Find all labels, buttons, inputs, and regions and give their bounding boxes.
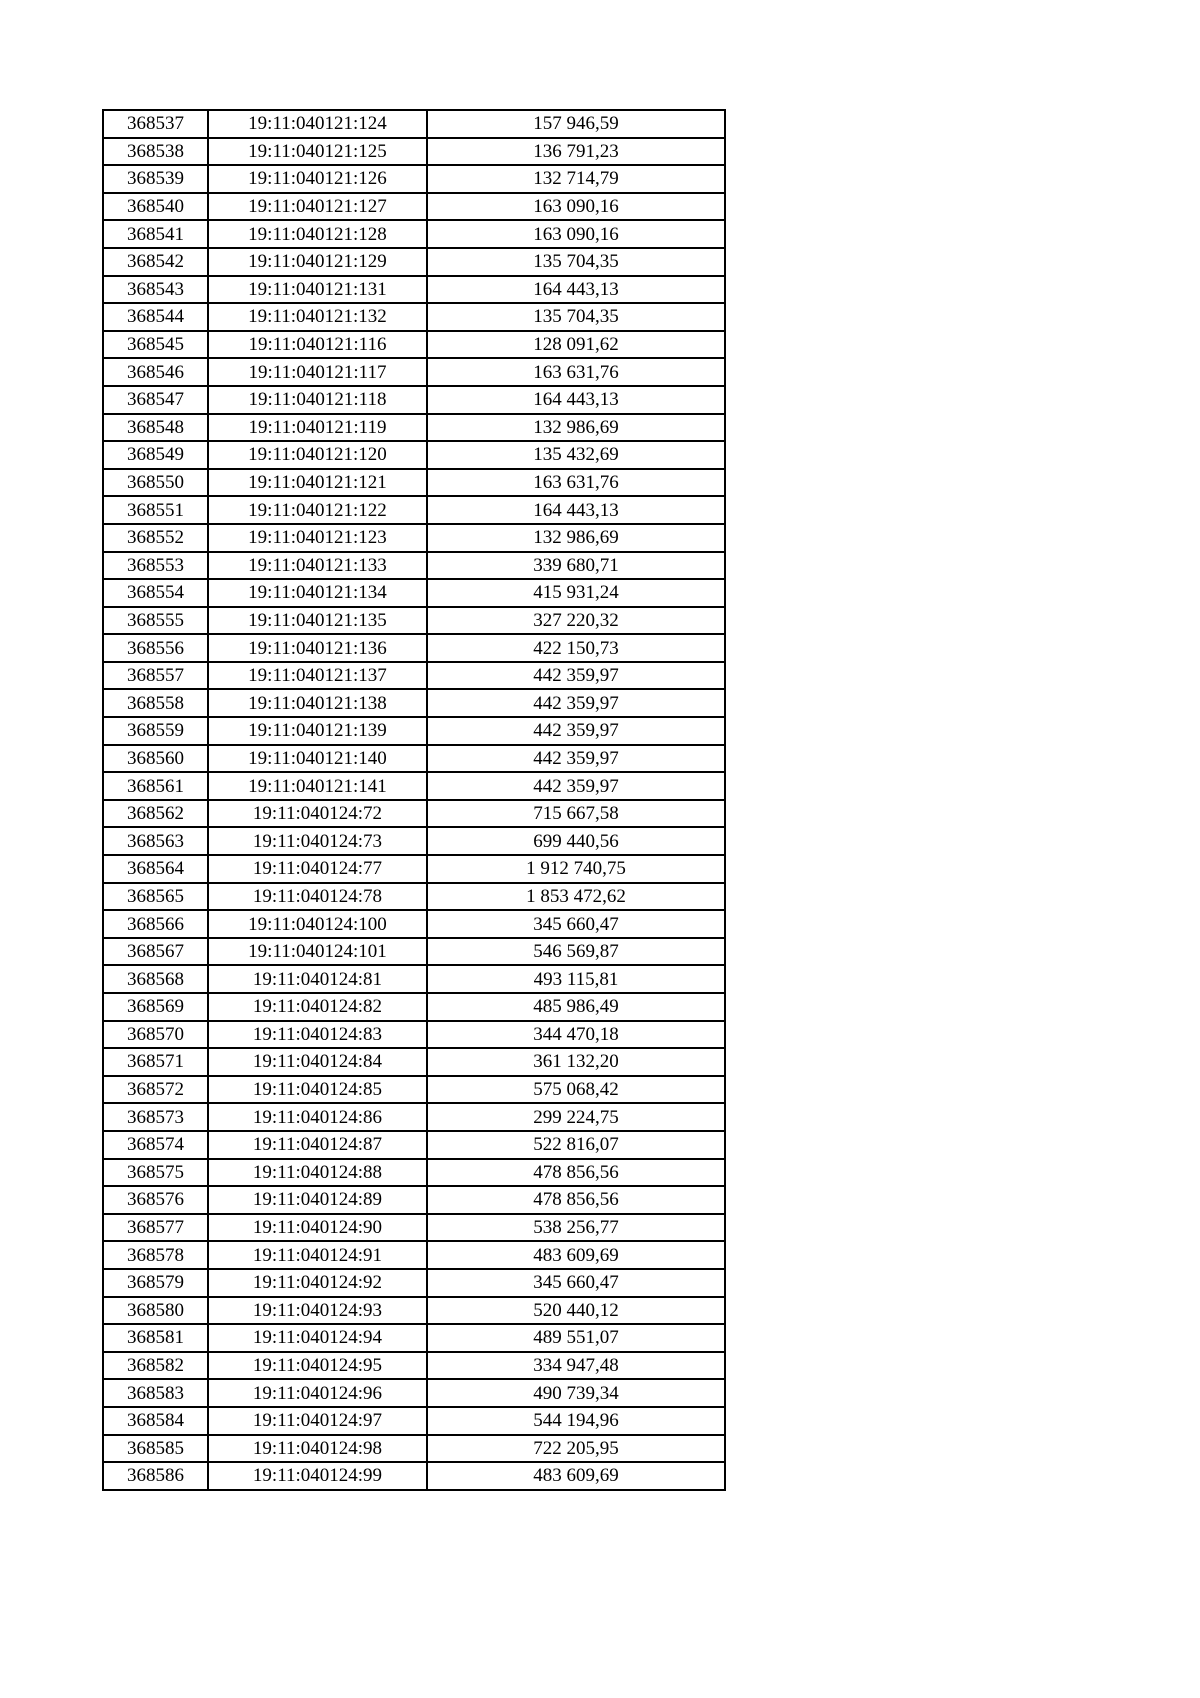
cadastral-value-cell: 546 569,87 (427, 938, 725, 966)
cadastral-number-cell: 19:11:040121:135 (208, 607, 427, 635)
table-row (103, 524, 725, 552)
table-row (103, 827, 725, 855)
cadastral-value-cell: 483 609,69 (427, 1462, 725, 1490)
cadastral-number-cell: 19:11:040124:88 (208, 1159, 427, 1187)
table-row (103, 1159, 725, 1187)
cadastral-value-cell: 344 470,18 (427, 1021, 725, 1049)
row-number-cell: 368580 (103, 1297, 208, 1325)
row-number-cell: 368558 (103, 689, 208, 717)
cadastral-value-cell: 132 986,69 (427, 524, 725, 552)
row-number-cell: 368560 (103, 745, 208, 773)
cadastral-number-cell: 19:11:040121:134 (208, 579, 427, 607)
table-row (103, 607, 725, 635)
cadastral-number-cell: 19:11:040121:119 (208, 414, 427, 442)
row-number-cell: 368566 (103, 910, 208, 938)
row-number-cell: 368542 (103, 248, 208, 276)
cadastral-number-cell: 19:11:040124:91 (208, 1241, 427, 1269)
row-number-cell: 368539 (103, 165, 208, 193)
table-row (103, 579, 725, 607)
row-number-cell: 368570 (103, 1021, 208, 1049)
cadastral-value-cell: 538 256,77 (427, 1214, 725, 1242)
table-row (103, 1131, 725, 1159)
cadastral-number-cell: 19:11:040121:133 (208, 552, 427, 580)
cadastral-number-cell: 19:11:040121:141 (208, 772, 427, 800)
table-row (103, 414, 725, 442)
row-number-cell: 368556 (103, 634, 208, 662)
cadastral-number-cell: 19:11:040124:93 (208, 1297, 427, 1325)
cadastral-number-cell: 19:11:040121:132 (208, 303, 427, 331)
cadastral-number-cell: 19:11:040121:140 (208, 745, 427, 773)
table-row (103, 1214, 725, 1242)
table-row (103, 138, 725, 166)
row-number-cell: 368565 (103, 883, 208, 911)
row-number-cell: 368553 (103, 552, 208, 580)
cadastral-value-cell: 299 224,75 (427, 1103, 725, 1131)
cadastral-number-cell: 19:11:040124:86 (208, 1103, 427, 1131)
cadastral-number-cell: 19:11:040121:136 (208, 634, 427, 662)
cadastral-value-cell: 478 856,56 (427, 1186, 725, 1214)
row-number-cell: 368572 (103, 1076, 208, 1104)
cadastral-value-cell: 442 359,97 (427, 662, 725, 690)
table-row (103, 662, 725, 690)
cadastral-number-cell: 19:11:040124:85 (208, 1076, 427, 1104)
table-row (103, 331, 725, 359)
cadastral-value-cell: 489 551,07 (427, 1324, 725, 1352)
cadastral-number-cell: 19:11:040121:117 (208, 358, 427, 386)
cadastral-value-cell: 722 205,95 (427, 1435, 725, 1463)
cadastral-number-cell: 19:11:040124:92 (208, 1269, 427, 1297)
row-number-cell: 368584 (103, 1407, 208, 1435)
row-number-cell: 368561 (103, 772, 208, 800)
cadastral-value-cell: 164 443,13 (427, 386, 725, 414)
cadastral-value-cell: 442 359,97 (427, 689, 725, 717)
cadastral-number-cell: 19:11:040121:126 (208, 165, 427, 193)
cadastral-number-cell: 19:11:040124:94 (208, 1324, 427, 1352)
cadastral-value-cell: 361 132,20 (427, 1048, 725, 1076)
cadastral-value-cell: 442 359,97 (427, 745, 725, 773)
cadastral-value-cell: 334 947,48 (427, 1352, 725, 1380)
table-row (103, 441, 725, 469)
cadastral-value-cell: 163 631,76 (427, 358, 725, 386)
row-number-cell: 368576 (103, 1186, 208, 1214)
table-row (103, 855, 725, 883)
cadastral-number-cell: 19:11:040121:121 (208, 469, 427, 497)
cadastral-number-cell: 19:11:040124:77 (208, 855, 427, 883)
cadastral-number-cell: 19:11:040121:120 (208, 441, 427, 469)
cadastral-number-cell: 19:11:040124:81 (208, 965, 427, 993)
cadastral-number-cell: 19:11:040124:97 (208, 1407, 427, 1435)
table-row (103, 745, 725, 773)
cadastral-number-cell: 19:11:040124:89 (208, 1186, 427, 1214)
row-number-cell: 368582 (103, 1352, 208, 1380)
cadastral-number-cell: 19:11:040121:131 (208, 276, 427, 304)
cadastral-number-cell: 19:11:040121:118 (208, 386, 427, 414)
table-row (103, 1021, 725, 1049)
table-row (103, 1076, 725, 1104)
cadastral-value-cell: 135 704,35 (427, 248, 725, 276)
cadastral-number-cell: 19:11:040124:84 (208, 1048, 427, 1076)
table-row (103, 110, 725, 138)
cadastral-number-cell: 19:11:040124:73 (208, 827, 427, 855)
cadastral-number-cell: 19:11:040121:138 (208, 689, 427, 717)
table-row (103, 1241, 725, 1269)
table-row (103, 965, 725, 993)
cadastral-number-cell: 19:11:040124:72 (208, 800, 427, 828)
cadastral-value-cell: 157 946,59 (427, 110, 725, 138)
table-row (103, 800, 725, 828)
row-number-cell: 368547 (103, 386, 208, 414)
row-number-cell: 368563 (103, 827, 208, 855)
table-row (103, 1407, 725, 1435)
cadastral-number-cell: 19:11:040121:129 (208, 248, 427, 276)
row-number-cell: 368552 (103, 524, 208, 552)
table-row (103, 193, 725, 221)
cadastral-number-cell: 19:11:040124:100 (208, 910, 427, 938)
cadastral-value-cell: 715 667,58 (427, 800, 725, 828)
cadastral-value-cell: 163 090,16 (427, 193, 725, 221)
cadastral-value-cell: 1 853 472,62 (427, 883, 725, 911)
row-number-cell: 368581 (103, 1324, 208, 1352)
cadastral-number-cell: 19:11:040121:128 (208, 220, 427, 248)
cadastral-value-cell: 163 090,16 (427, 220, 725, 248)
table-row (103, 303, 725, 331)
table-row (103, 358, 725, 386)
table-row (103, 1297, 725, 1325)
table-row (103, 1324, 725, 1352)
row-number-cell: 368569 (103, 993, 208, 1021)
row-number-cell: 368543 (103, 276, 208, 304)
row-number-cell: 368555 (103, 607, 208, 635)
cadastral-value-cell: 327 220,32 (427, 607, 725, 635)
cadastral-value-cell: 1 912 740,75 (427, 855, 725, 883)
row-number-cell: 368551 (103, 496, 208, 524)
cadastral-value-cell: 132 714,79 (427, 165, 725, 193)
cadastral-value-cell: 339 680,71 (427, 552, 725, 580)
row-number-cell: 368585 (103, 1435, 208, 1463)
table-row (103, 772, 725, 800)
cadastral-value-cell: 520 440,12 (427, 1297, 725, 1325)
row-number-cell: 368583 (103, 1379, 208, 1407)
cadastral-number-cell: 19:11:040121:116 (208, 331, 427, 359)
table-row (103, 910, 725, 938)
cadastral-number-cell: 19:11:040124:96 (208, 1379, 427, 1407)
row-number-cell: 368557 (103, 662, 208, 690)
row-number-cell: 368546 (103, 358, 208, 386)
cadastral-value-cell: 442 359,97 (427, 772, 725, 800)
table-row (103, 938, 725, 966)
table-body (103, 110, 725, 1490)
cadastral-number-cell: 19:11:040121:124 (208, 110, 427, 138)
row-number-cell: 368545 (103, 331, 208, 359)
row-number-cell: 368540 (103, 193, 208, 221)
cadastral-value-cell: 493 115,81 (427, 965, 725, 993)
row-number-cell: 368578 (103, 1241, 208, 1269)
row-number-cell: 368550 (103, 469, 208, 497)
cadastral-value-cell: 164 443,13 (427, 496, 725, 524)
row-number-cell: 368579 (103, 1269, 208, 1297)
row-number-cell: 368564 (103, 855, 208, 883)
table-row (103, 165, 725, 193)
cadastral-value-cell: 415 931,24 (427, 579, 725, 607)
cadastral-value-cell: 478 856,56 (427, 1159, 725, 1187)
cadastral-value-cell: 345 660,47 (427, 910, 725, 938)
cadastral-value-cell: 132 986,69 (427, 414, 725, 442)
table-row (103, 386, 725, 414)
table-row (103, 1435, 725, 1463)
row-number-cell: 368567 (103, 938, 208, 966)
cadastral-value-cell: 483 609,69 (427, 1241, 725, 1269)
cadastral-number-cell: 19:11:040124:98 (208, 1435, 427, 1463)
table-row (103, 220, 725, 248)
cadastral-value-cell: 163 631,76 (427, 469, 725, 497)
cadastral-number-cell: 19:11:040124:87 (208, 1131, 427, 1159)
table-row (103, 634, 725, 662)
cadastral-number-cell: 19:11:040121:127 (208, 193, 427, 221)
cadastral-number-cell: 19:11:040121:122 (208, 496, 427, 524)
cadastral-number-cell: 19:11:040124:95 (208, 1352, 427, 1380)
row-number-cell: 368549 (103, 441, 208, 469)
table-row (103, 276, 725, 304)
row-number-cell: 368544 (103, 303, 208, 331)
cadastral-value-cell: 136 791,23 (427, 138, 725, 166)
cadastral-value-cell: 544 194,96 (427, 1407, 725, 1435)
row-number-cell: 368538 (103, 138, 208, 166)
cadastral-number-cell: 19:11:040124:99 (208, 1462, 427, 1490)
cadastral-number-cell: 19:11:040124:78 (208, 883, 427, 911)
cadastral-number-cell: 19:11:040124:90 (208, 1214, 427, 1242)
table-row (103, 1103, 725, 1131)
row-number-cell: 368548 (103, 414, 208, 442)
table-row (103, 1379, 725, 1407)
cadastral-number-cell: 19:11:040121:123 (208, 524, 427, 552)
table-row (103, 1269, 725, 1297)
row-number-cell: 368554 (103, 579, 208, 607)
cadastral-number-cell: 19:11:040124:83 (208, 1021, 427, 1049)
table-row (103, 248, 725, 276)
table-row (103, 1048, 725, 1076)
cadastral-value-cell: 442 359,97 (427, 717, 725, 745)
cadastral-value-cell: 135 432,69 (427, 441, 725, 469)
table-row (103, 469, 725, 497)
cadastral-value-cell: 422 150,73 (427, 634, 725, 662)
row-number-cell: 368559 (103, 717, 208, 745)
table-row (103, 883, 725, 911)
cadastral-number-cell: 19:11:040121:125 (208, 138, 427, 166)
cadastral-number-cell: 19:11:040124:101 (208, 938, 427, 966)
row-number-cell: 368586 (103, 1462, 208, 1490)
row-number-cell: 368562 (103, 800, 208, 828)
row-number-cell: 368577 (103, 1214, 208, 1242)
cadastral-value-cell: 490 739,34 (427, 1379, 725, 1407)
row-number-cell: 368537 (103, 110, 208, 138)
cadastral-value-cell: 128 091,62 (427, 331, 725, 359)
row-number-cell: 368574 (103, 1131, 208, 1159)
cadastral-number-cell: 19:11:040124:82 (208, 993, 427, 1021)
row-number-cell: 368575 (103, 1159, 208, 1187)
cadastral-value-cell: 699 440,56 (427, 827, 725, 855)
cadastral-value-cell: 135 704,35 (427, 303, 725, 331)
cadastral-value-cell: 164 443,13 (427, 276, 725, 304)
table-row (103, 993, 725, 1021)
cadastral-value-cell: 485 986,49 (427, 993, 725, 1021)
table-row (103, 1186, 725, 1214)
cadastral-value-cell: 345 660,47 (427, 1269, 725, 1297)
table-row (103, 1462, 725, 1490)
table-row (103, 552, 725, 580)
table-row (103, 717, 725, 745)
row-number-cell: 368571 (103, 1048, 208, 1076)
row-number-cell: 368541 (103, 220, 208, 248)
row-number-cell: 368573 (103, 1103, 208, 1131)
cadastral-value-table (102, 109, 726, 1491)
cadastral-value-cell: 575 068,42 (427, 1076, 725, 1104)
table-row (103, 689, 725, 717)
cadastral-number-cell: 19:11:040121:139 (208, 717, 427, 745)
cadastral-number-cell: 19:11:040121:137 (208, 662, 427, 690)
table-row (103, 1352, 725, 1380)
cadastral-value-cell: 522 816,07 (427, 1131, 725, 1159)
row-number-cell: 368568 (103, 965, 208, 993)
table-row (103, 496, 725, 524)
